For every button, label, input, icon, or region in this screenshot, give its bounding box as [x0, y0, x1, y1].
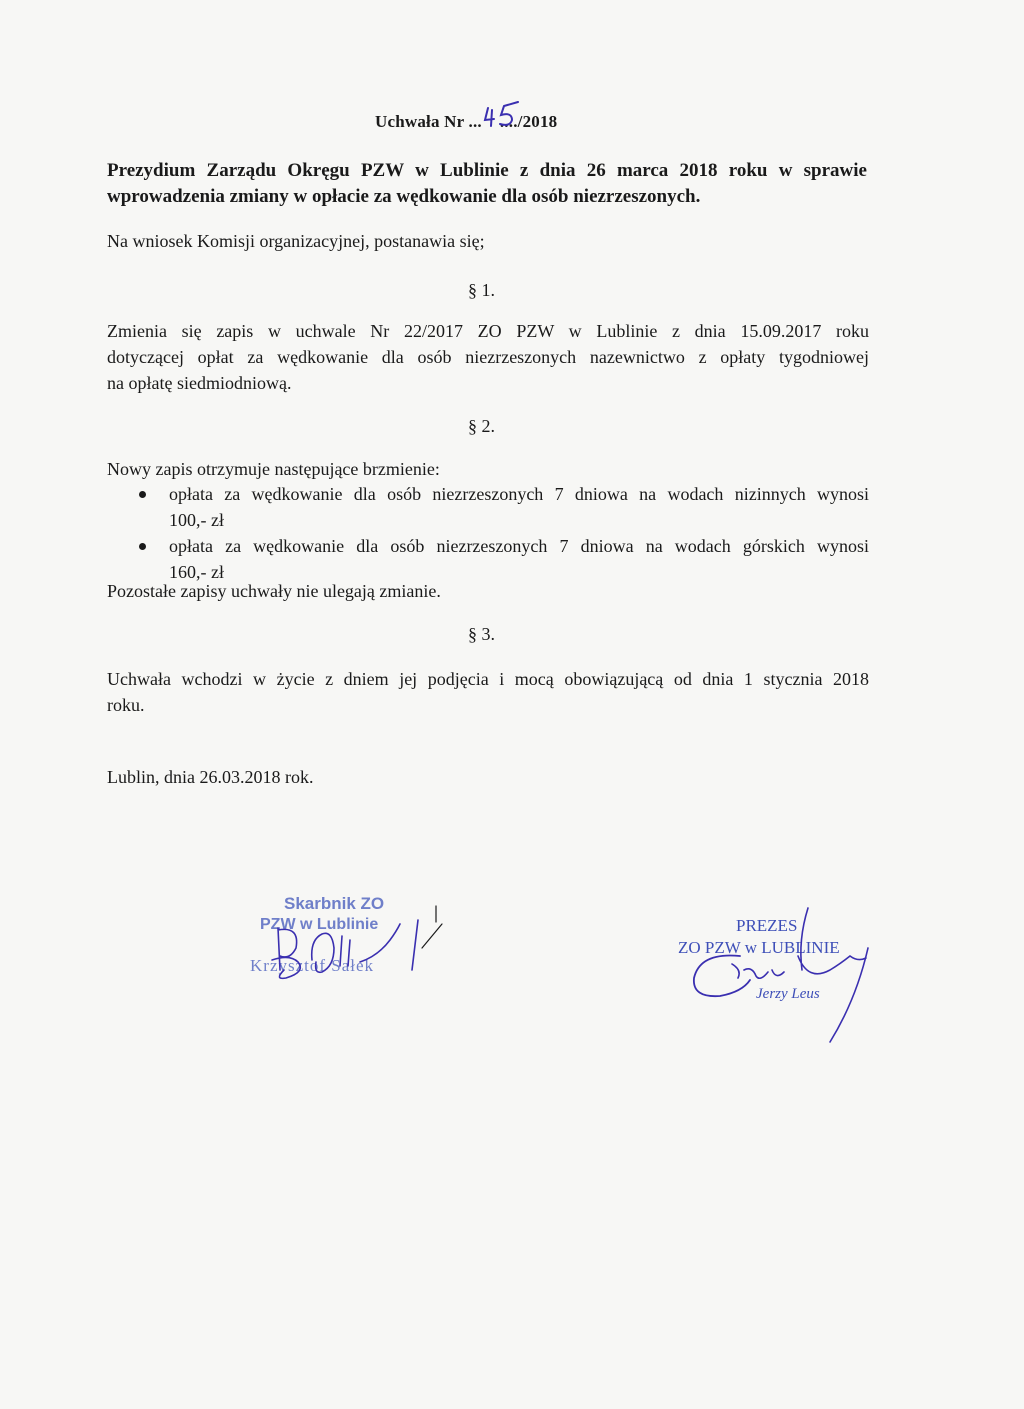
section-1-text: [107, 318, 869, 396]
stamp-line: ZO PZW w LUBLINIE: [678, 938, 840, 957]
bullet-line: 160,- zł: [169, 562, 224, 582]
title-dots-after: ..../2018: [499, 112, 558, 131]
section-1-line: Zmienia się zapis w uchwale Nr 22/2017 ZO PZW w Lublinie z dnia 15.09.2017 roku: [107, 321, 869, 341]
bullet-line: opłata za wędkowanie dla osób niezrzeszonych 7 dniowa na wodach nizinnych wynosi: [169, 484, 869, 504]
title-prefix: Uchwała Nr: [375, 112, 469, 131]
section-1-line: dotyczącej opłat za wędkowanie dla osób niezrzeszonych nazewnictwo z opłaty tygodniowej: [107, 347, 869, 367]
section-3-text: [107, 666, 869, 718]
stamp-line: Skarbnik ZO: [284, 894, 385, 913]
stamp-line: PREZES: [736, 916, 798, 935]
heading-line: Prezydium Zarządu Okręgu PZW w Lublinie z dnia 26 marca 2018 roku w sprawie: [107, 160, 867, 181]
section-1-mark: § 1.: [468, 280, 495, 300]
intro-paragraph: Na wniosek Komisji organizacyjnej, postanawia się;: [107, 231, 485, 251]
section-3-mark: § 3.: [468, 624, 495, 644]
president-signature: [680, 900, 890, 1050]
stamp-line: PZW w Lublinie: [260, 916, 379, 933]
section-2-mark: § 2.: [468, 416, 495, 436]
bullet-line: opłata za wędkowanie dla osób niezrzeszonych 7 dniowa na wodach górskich wynosi: [169, 536, 869, 556]
title-dots-before: ...: [468, 112, 482, 131]
section-2-outro: Pozostałe zapisy uchwały nie ulegają zmianie.: [107, 581, 441, 601]
section-2-intro: Nowy zapis otrzymuje następujące brzmienie:: [107, 459, 440, 479]
section-3-line: roku.: [107, 695, 145, 715]
stamp-line: Jerzy Leus: [756, 986, 820, 1002]
handwritten-number-text: 46: [482, 98, 483, 99]
place-date: Lublin, dnia 26.03.2018 rok.: [107, 767, 314, 787]
resolution-title: [375, 112, 557, 132]
treasurer-signature: [250, 900, 460, 990]
heading-line: wprowadzenia zmiany w opłacie za wędkowanie dla osób niezrzeszonych.: [107, 186, 701, 207]
bullet-icon: [139, 491, 146, 498]
stamp-line: Krzysztof Sałek: [250, 956, 375, 975]
section-1-line: na opłatę siedmiodniową.: [107, 373, 292, 393]
bullet-icon: [139, 543, 146, 550]
resolution-heading: [107, 158, 867, 210]
handwritten-number: [482, 98, 528, 130]
bullet-list: [107, 481, 869, 585]
list-item: [107, 481, 869, 533]
bullet-line: 100,- zł: [169, 510, 224, 530]
section-3-line: Uchwała wchodzi w życie z dniem jej podjęcia i mocą obowiązującą od dnia 1 stycznia 2018: [107, 669, 869, 689]
